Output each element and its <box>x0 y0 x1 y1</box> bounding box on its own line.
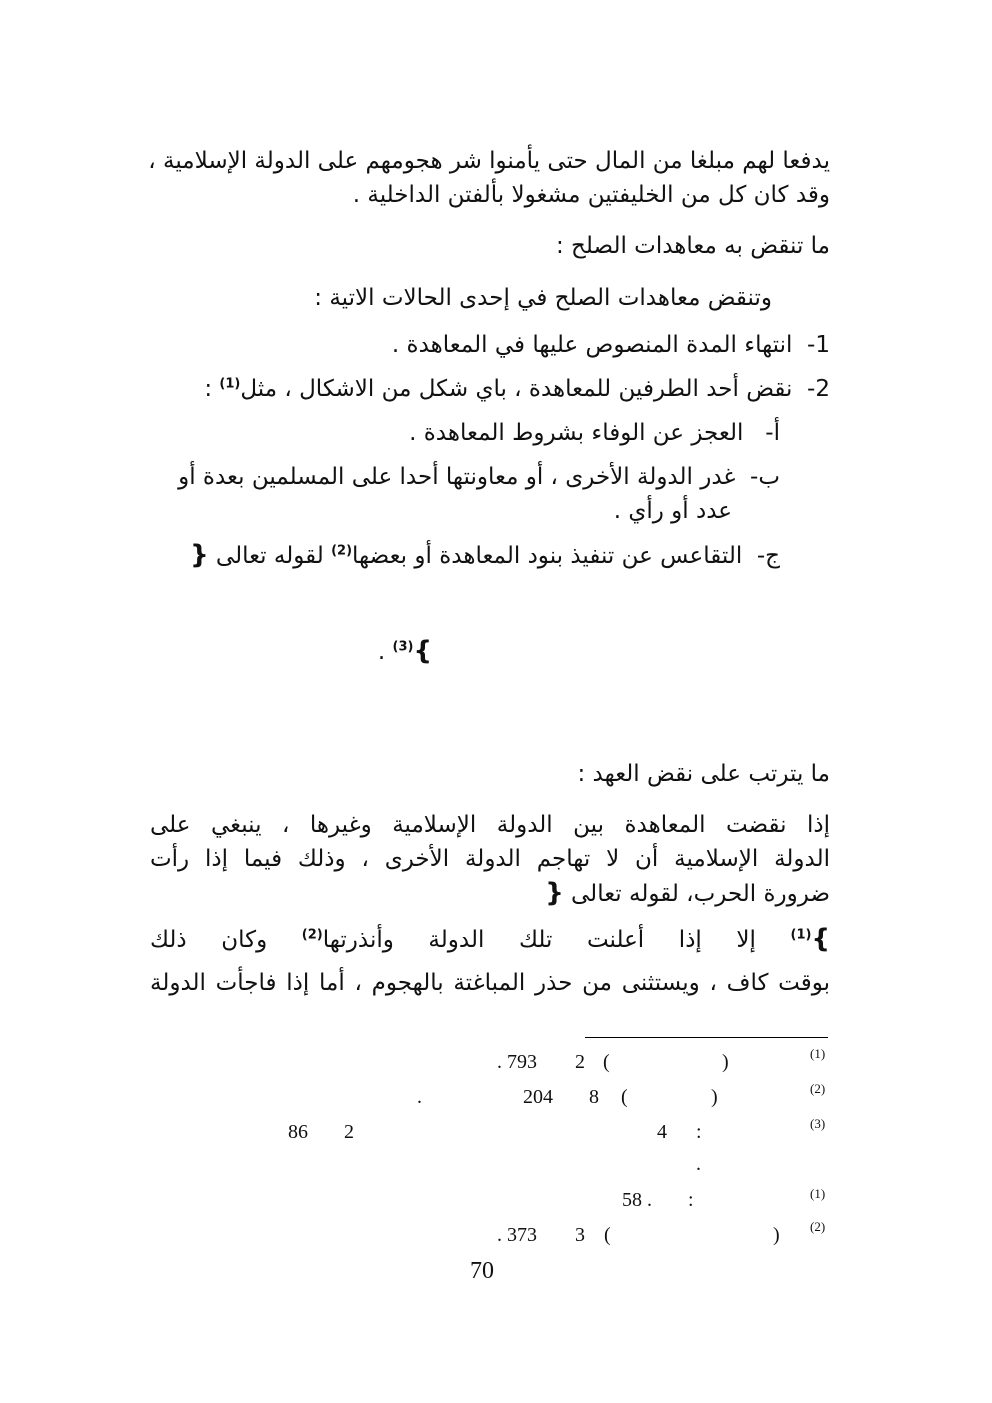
sub-item-b-continued: عدد أو رأي . <box>613 498 732 524</box>
sub-item-b <box>178 462 780 492</box>
verse-end-dot: . <box>377 639 393 665</box>
sub-item-c <box>190 540 780 571</box>
footnote-text: 4 <box>657 1121 667 1143</box>
sub-text: غدر الدولة الأخرى ، أو معاونتها أحدا على المسلمين بعدة أو <box>178 464 736 490</box>
paragraph-line: وقد كان كل من الخليفتين مشغولا بألفتن الداخلية . <box>352 182 830 208</box>
footnote-separator <box>585 1037 828 1038</box>
footnote-ref: (1) <box>790 927 812 943</box>
list-text: انتهاء المدة المنصوص عليها في المعاهدة . <box>391 332 793 358</box>
sub-item-a <box>409 418 780 448</box>
sub-text: العجز عن الوفاء بشروط المعاهدة . <box>409 420 744 446</box>
list-number: 1- <box>807 332 830 358</box>
sub-text-end: لقوله تعالى <box>208 543 332 569</box>
footnote-text: . <box>417 1086 422 1108</box>
footnote-text: ( <box>603 1051 610 1073</box>
sub-number: ج- <box>756 543 780 569</box>
list-text: نقض أحد الطرفين للمعاهدة ، باي شكل من الاشكال ، مثل <box>240 376 793 402</box>
footnote-text: ) <box>773 1224 780 1246</box>
footnote-text: 2 <box>575 1051 585 1073</box>
section-heading: ما تنقض به معاهدات الصلح : <box>556 233 830 259</box>
verse-brace-open: { <box>545 878 564 908</box>
intro-line: وتنقض معاهدات الصلح في إحدى الحالات الاتية : <box>314 285 772 311</box>
list-number: 2- <box>807 376 830 402</box>
paragraph-text: وكان ذلك <box>150 927 302 953</box>
footnote-text: 3 <box>575 1224 585 1246</box>
footnote-text: 58 . <box>622 1189 652 1211</box>
paragraph-line <box>150 924 830 955</box>
paragraph-text: ضرورة الحرب، لقوله تعالى <box>563 881 830 907</box>
page-number: 70 <box>470 1258 494 1284</box>
footnote-ref: (2) <box>301 927 323 943</box>
verse-brace-open: { <box>190 540 209 570</box>
footnote-text: 8 <box>589 1086 599 1108</box>
footnote-text: ) <box>722 1051 729 1073</box>
footnote-text: : <box>696 1121 702 1143</box>
paragraph-line <box>545 878 830 909</box>
list-item-2 <box>204 374 830 404</box>
footnote-text: : <box>688 1189 694 1211</box>
verse-brace-close: } <box>811 924 830 954</box>
section-heading: ما يترتب على نقض العهد : <box>577 761 830 787</box>
list-item-1 <box>392 330 830 360</box>
verse-close-line <box>378 636 432 667</box>
footnote-marker: (2) <box>810 1219 826 1234</box>
footnote-text: 86 <box>288 1121 308 1143</box>
footnote-text: . 373 <box>497 1224 537 1246</box>
footnote-marker: (1) <box>810 1186 826 1201</box>
footnote-text: ) <box>711 1086 718 1108</box>
paragraph-line: يدفعا لهم مبلغا من المال حتى يأمنوا شر هجومهم على الدولة الإسلامية ، <box>148 148 830 174</box>
footnote-ref: (3) <box>392 639 414 655</box>
footnote-text: . <box>696 1153 701 1175</box>
footnote-text: 204 <box>523 1086 553 1108</box>
footnote-marker: (1) <box>810 1046 826 1061</box>
paragraph-line: إذا نقضت المعاهدة بين الدولة الإسلامية وغيرها ، ينبغي على <box>150 812 830 838</box>
paragraph-line: الدولة الإسلامية أن لا تهاجم الدولة الأخرى ، وذلك فيما إذا رأت <box>150 846 830 872</box>
paragraph-text: إلا إذا أعلنت تلك الدولة وأنذرتها <box>322 927 791 953</box>
footnote-marker: (2) <box>810 1081 826 1096</box>
sub-number: ب- <box>750 464 780 490</box>
footnote-text: 2 <box>344 1121 354 1143</box>
footnote-marker: (3) <box>810 1116 826 1131</box>
sub-text: التقاعس عن تنفيذ بنود المعاهدة أو بعضها <box>352 543 743 569</box>
sub-number: أ- <box>765 420 780 446</box>
paragraph-line: بوقت كاف ، ويستثنى من حذر المباغتة بالهجوم ، أما إذا فاجأت الدولة <box>150 970 830 996</box>
footnote-ref: (1) <box>219 376 241 392</box>
footnote-text: ( <box>604 1224 611 1246</box>
list-text-end: : <box>204 376 220 402</box>
footnote-text: ( <box>621 1086 628 1108</box>
footnote-text: . 793 <box>497 1051 537 1073</box>
footnote-ref: (2) <box>331 543 353 559</box>
verse-brace-close: } <box>413 636 432 666</box>
